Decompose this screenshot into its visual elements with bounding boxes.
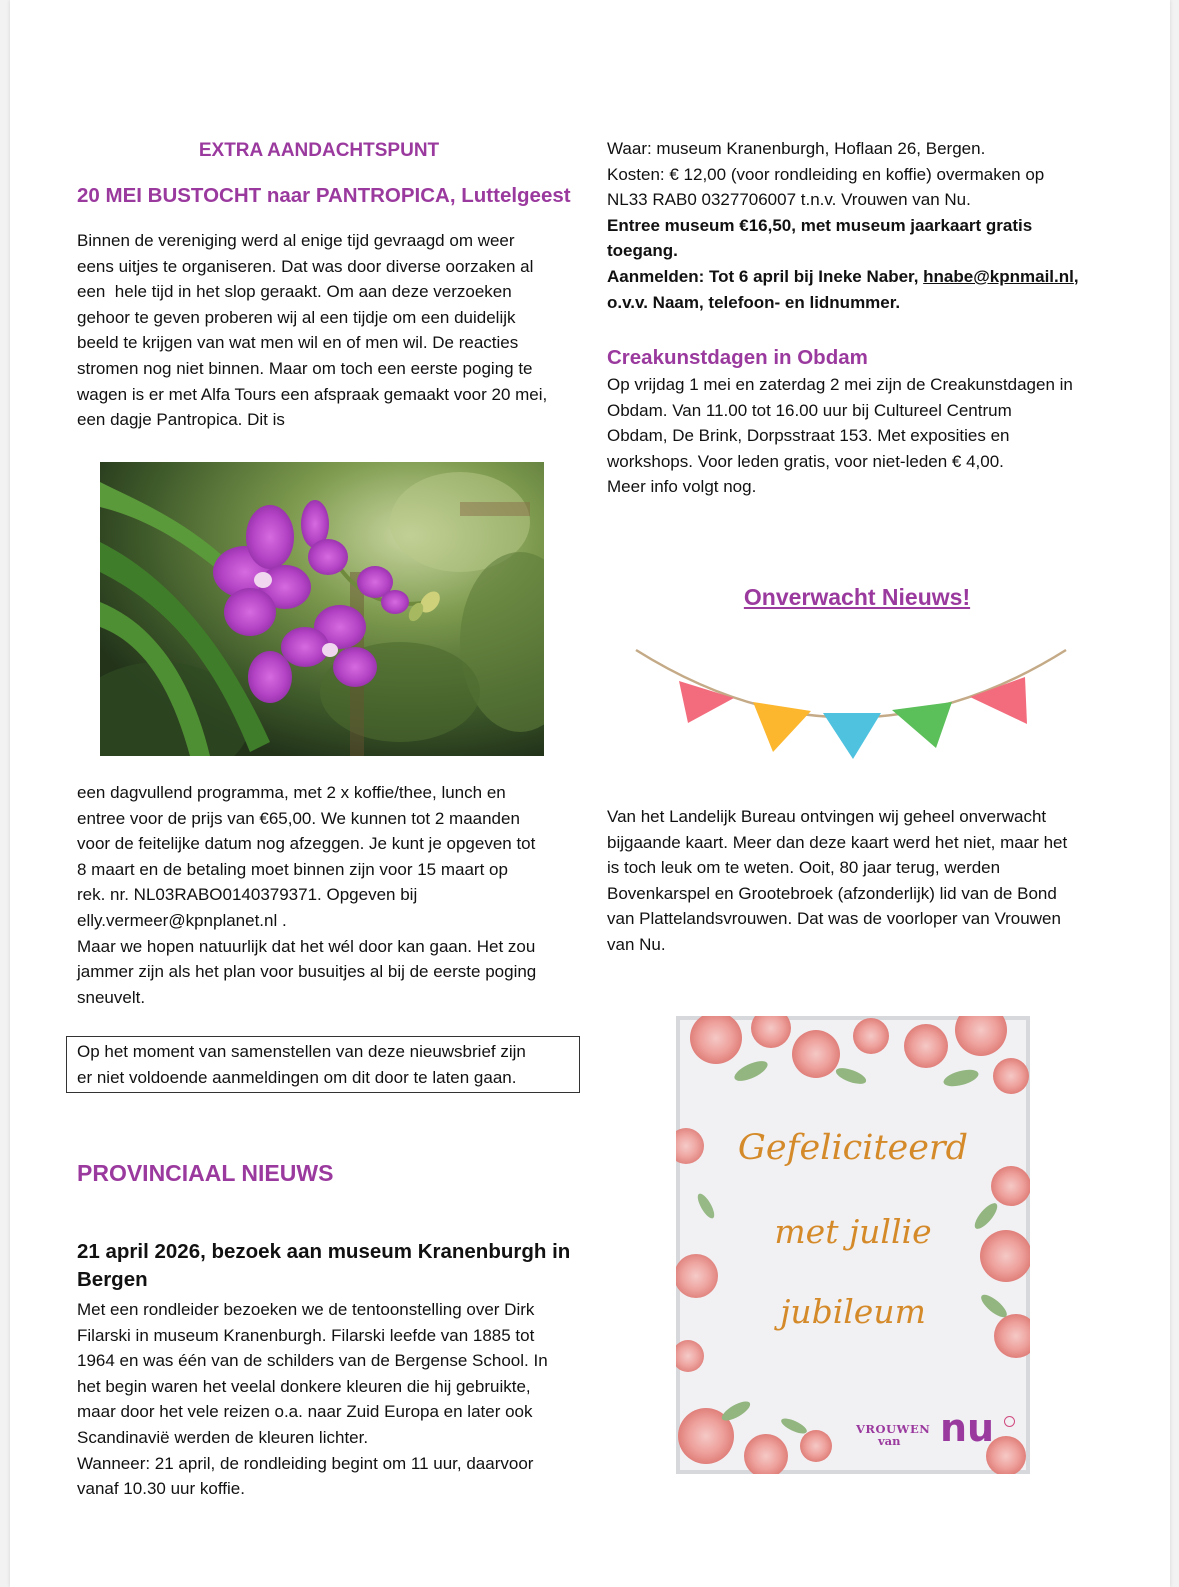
news-line: is toch leuk om te weten. Ooit, 80 jaar terug, werden	[607, 858, 1001, 878]
museum-line: Filarski in museum Kranenburgh. Filarski leefde van 1885 tot	[77, 1325, 535, 1345]
card-greeting-line: met jullie	[774, 1212, 932, 1251]
bus-heading: 20 MEI BUSTOCHT naar PANTROPICA, Luttelgeest	[77, 184, 571, 207]
logo-small-text: van	[878, 1434, 901, 1448]
register-suffix: ,	[1073, 266, 1079, 286]
bus-intro-line: een hele tijd in het slop geraakt. Om aan deze verzoeken	[77, 282, 512, 302]
news-line: Van het Landelijk Bureau ontvingen wij geheel onverwacht	[607, 807, 1047, 826]
cost-line: Kosten: € 12,00 (voor rondleiding en koffie) overmaken op	[607, 164, 1045, 184]
bus-continued-line: 8 maart en de betaling moet binnen zijn voor 15 maart op	[77, 859, 508, 879]
vrouwen-van-nu-logo	[856, 1406, 1016, 1454]
news-heading: Onverwacht Nieuws!	[743, 584, 971, 610]
museum-title	[77, 1238, 597, 1294]
bus-intro-line: stromen nog niet binnen. Maar om toch een eerste poging te	[77, 358, 533, 378]
bus-intro-line: eens uitjes te organiseren. Dat was door diverse oorzaken al	[77, 256, 534, 276]
news-line: Bovenkarspel en Grootebroek (afzonderlijk) lid van de Bond	[607, 883, 1057, 903]
entree-line: Entree museum €16,50, met museum jaarkaart gratis	[607, 215, 1033, 235]
bunting-garland	[626, 640, 1076, 770]
museum-line: Scandinavië werden de kleuren lichter.	[77, 1427, 369, 1447]
entree-line: toegang.	[607, 241, 678, 261]
where-line: Waar: museum Kranenburgh, Hoflaan 26, Bergen.	[607, 139, 986, 158]
provinciaal-heading: PROVINCIAAL NIEUWS	[77, 1160, 334, 1186]
bus-intro-line: wagen is er met Alfa Tours een afspraak gemaakt voor 20 mei,	[77, 384, 548, 404]
museum-line: 1964 en was één van de schilders van de Bergense School. In	[77, 1351, 548, 1371]
bus-continued-line: voor de feitelijke datum nog afzeggen. Je kunt je opgeven tot	[77, 834, 536, 854]
news-line: van Nu.	[607, 934, 666, 954]
orchid-photo	[100, 462, 544, 756]
crea-line: Op vrijdag 1 mei en zaterdag 2 mei zijn de Creakunstdagen in	[607, 375, 1073, 394]
notice-line: Op het moment van samenstellen van deze nieuwsbrief zijn	[77, 1042, 526, 1061]
bus-continued-line: jammer zijn als het plan voor busuitjes al bij de eerste poging	[77, 962, 537, 982]
bus-intro-line: gehoor te geven proberen wij al een tijdje om een duidelijk	[77, 307, 516, 327]
museum-details	[607, 136, 1107, 315]
register-line: o.v.v. Naam, telefoon- en lidnummer.	[607, 292, 901, 312]
logo-small-text: VROUWEN	[856, 1422, 931, 1436]
jubilee-card-photo	[676, 1016, 1030, 1474]
bus-continued-line: entree voor de prijs van €65,00. We kunnen tot 2 maanden	[77, 808, 520, 828]
notice-line: er niet voldoende aanmeldingen om dit door te laten gaan.	[77, 1067, 517, 1087]
bus-continued-line: elly.vermeer@kpnplanet.nl .	[77, 910, 287, 930]
crea-line: Obdam. Van 11.00 tot 16.00 uur bij Cultureel Centrum	[607, 400, 1012, 420]
logo-big-text: nu	[940, 1406, 995, 1450]
bus-intro-line: Binnen de vereniging werd al enige tijd gevraagd om weer	[77, 231, 515, 250]
register-line	[607, 264, 1107, 290]
bus-intro-line: een dagje Pantropica. Dit is	[77, 410, 285, 430]
museum-title-line: 21 april 2026, bezoek aan museum Kranenburgh in	[77, 1240, 571, 1263]
crea-line: Meer info volgt nog.	[607, 477, 757, 497]
museum-line: maar door het vele reizen o.a. naar Zuid Europa en later ook	[77, 1402, 533, 1422]
newsletter-page	[10, 0, 1170, 1587]
bus-continued-line: sneuvelt.	[77, 987, 146, 1007]
museum-paragraph	[77, 1297, 597, 1502]
card-greeting-line: Gefeliciteerd	[737, 1128, 969, 1168]
museum-title-line: Bergen	[77, 1268, 148, 1291]
cost-line: NL33 RAB0 0327706007 t.n.v. Vrouwen van Nu.	[607, 190, 971, 210]
extra-heading: EXTRA AANDACHTSPUNT	[198, 140, 440, 161]
register-prefix: Aanmelden: Tot 6 april bij Ineke Naber,	[607, 266, 924, 286]
bus-intro-paragraph	[77, 228, 597, 433]
bus-intro-line: beeld te krijgen van wat men wil en of men wil. De reacties	[77, 333, 519, 353]
bus-continued-paragraph	[77, 780, 597, 1010]
notice-box	[66, 1036, 580, 1093]
news-line: bijgaande kaart. Meer dan deze kaart werd het niet, maar het	[607, 832, 1068, 852]
card-greeting-line: jubileum	[780, 1292, 926, 1331]
museum-line: het begin waren het veelal donkere kleuren die hij gebruikte,	[77, 1376, 531, 1396]
museum-line: Wanneer: 21 april, de rondleiding begint om 11 uur, daarvoor	[77, 1453, 534, 1473]
museum-line: vanaf 10.30 uur koffie.	[77, 1479, 245, 1499]
logo-mark-icon	[1004, 1416, 1015, 1427]
bus-continued-line: rek. nr. NL03RABO0140379371. Opgeven bij	[77, 885, 418, 905]
museum-line: Met een rondleider bezoeken we de tentoonstelling over Dirk	[77, 1300, 535, 1319]
bus-continued-line: een dagvullend programma, met 2 x koffie/thee, lunch en	[77, 783, 506, 802]
bus-continued-line: Maar we hopen natuurlijk dat het wél door kan gaan. Het zou	[77, 936, 536, 956]
register-email-link[interactable]: hnabe@kpnmail.nl	[923, 266, 1074, 286]
crea-heading: Creakunstdagen in Obdam	[607, 346, 868, 369]
news-line: van Plattelandsvrouwen. Dat was de voorloper van Vrouwen	[607, 909, 1061, 929]
crea-paragraph	[607, 372, 1107, 500]
crea-line: Obdam, De Brink, Dorpsstraat 153. Met exposities en	[607, 426, 1010, 446]
news-paragraph	[607, 804, 1107, 958]
crea-line: workshops. Voor leden gratis, voor niet-leden € 4,00.	[607, 451, 1004, 471]
